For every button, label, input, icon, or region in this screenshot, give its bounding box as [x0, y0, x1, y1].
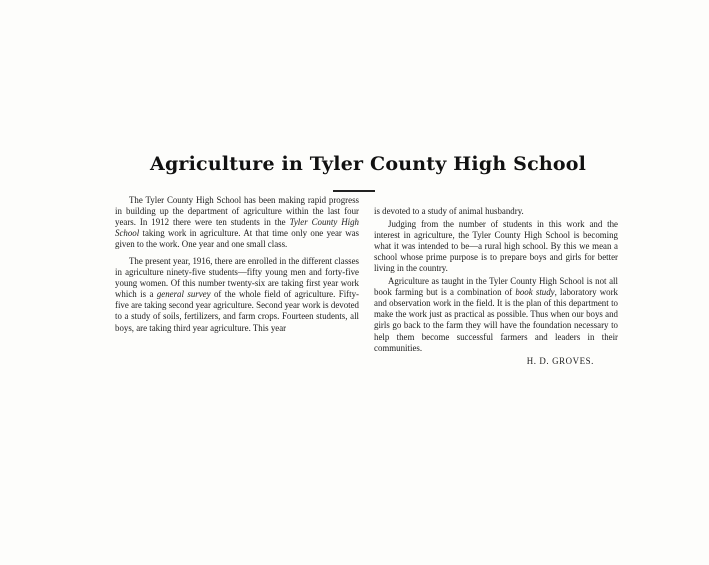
right-column	[374, 206, 618, 369]
paragraph-4-text-a: Agriculture as taught in the Tyler County High School is not all book farming but is a combination of	[374, 276, 618, 298]
paragraph-3: Judging from the number of students in this work and the interest in agriculture, the Tyler County High School is becoming what it was intended to be—a rural high school. By this we mean a school whose prime purpose is to prepare boys and girls for better living in the country.	[374, 219, 618, 274]
paragraph-1	[115, 195, 359, 250]
paragraph-2-text-b: of the whole field of agriculture. Fifty-five are taking second year agriculture. Second year work is devoted to a study of soils, fertilizers, and farm crops. Fourteen students, all boys, are taking third year agriculture. This year	[115, 289, 359, 333]
paragraph-2	[115, 256, 359, 333]
paragraph-4	[374, 276, 618, 353]
paragraph-2-text-a: The present year, 1916, there are enrolled in the different classes in agriculture ninety-five students—fifty young men and forty-five young women. Of this number twenty-six are taking first year work which is a	[115, 256, 359, 300]
author-signature: H. D. GROVES.	[526, 355, 594, 366]
article-title: Agriculture in Tyler County High School	[150, 153, 587, 175]
paragraph-4-emphasis: book study	[515, 287, 555, 298]
paragraph-1-emphasis: Tyler County High School	[115, 217, 359, 239]
paragraph-2-emphasis: general survey	[156, 289, 211, 300]
title-divider	[333, 190, 375, 192]
paragraph-1-text-b: taking work in agriculture. At that time only one year was given to the work. One year and one small class.	[115, 228, 359, 250]
paragraph-1-text-a: The Tyler County High School has been making rapid progress in building up the department of agriculture within the last four years. In 1912 there were ten students in the	[115, 195, 359, 228]
paragraph-4-text-b: , laboratory work and observation work in the field. It is the plan of this department to make the work just as practical as possible. Thus when our boys and girls go back to the farm they will have the foundation necessary to help them become successful farmers and leaders in their communities.	[374, 287, 618, 353]
left-column	[115, 195, 359, 336]
paragraph-2-continuation: is devoted to a study of animal husbandry.	[374, 206, 524, 216]
